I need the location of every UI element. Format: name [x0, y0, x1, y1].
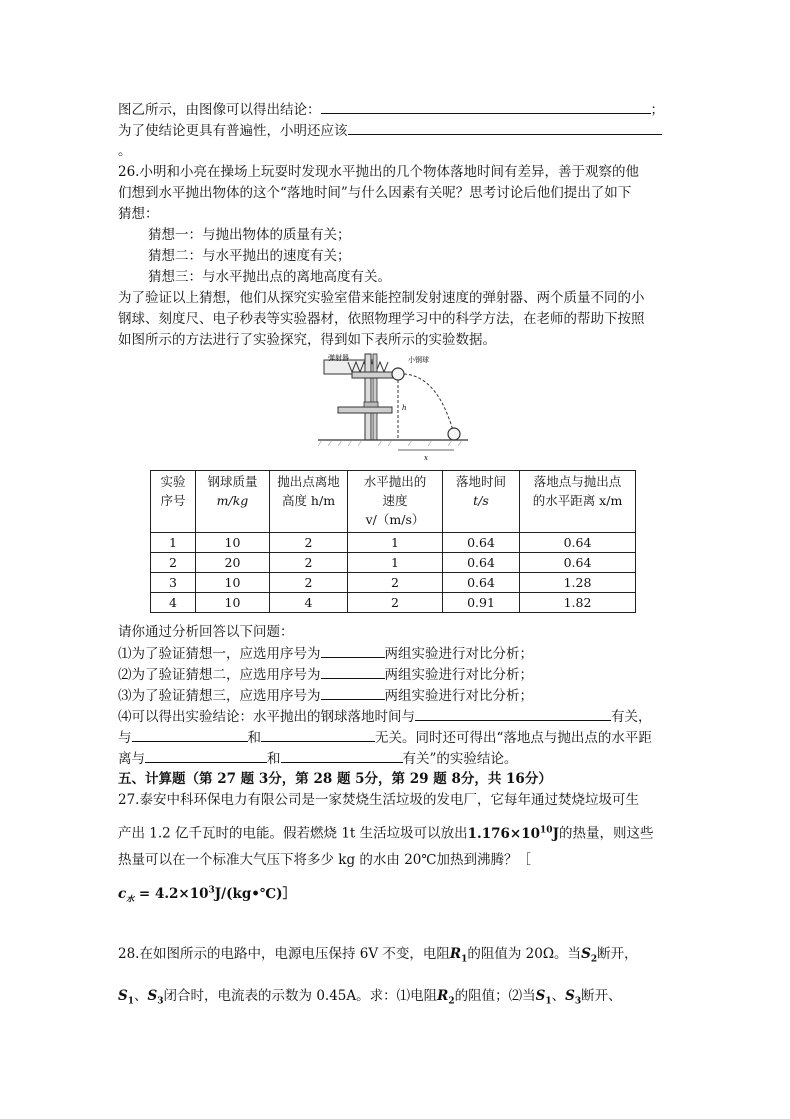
table-cell: 2 — [348, 573, 443, 593]
header-cell: 水平抛出的 速度 v/（m/s） — [348, 471, 443, 533]
table-header-row — [151, 471, 636, 533]
table-cell: 2 — [270, 533, 348, 553]
label-h: h — [402, 404, 407, 412]
answer-blank[interactable] — [261, 727, 375, 742]
steel-ball-landing — [448, 428, 460, 440]
q26-answer-3: ⑶为了验证猜想三，应选用序号为 两组实验进行对比分析； — [118, 685, 533, 706]
answer-blank[interactable] — [132, 727, 248, 742]
guess-2: 猜想二：与水平抛出的速度有关； — [148, 248, 351, 264]
table-row — [151, 593, 636, 613]
q25-line3: 。 — [118, 143, 132, 159]
ground-hatching — [318, 440, 462, 446]
q26-answer-1: ⑴为了验证猜想一，应选用序号为 两组实验进行对比分析； — [118, 643, 533, 664]
experiment-table — [150, 470, 636, 613]
table-cell: 0.64 — [443, 533, 520, 553]
guess-3: 猜想三：与水平抛出点的离地高度有关。 — [148, 269, 391, 285]
q26-prompt: 请你通过分析回答以下问题： — [118, 624, 294, 640]
answer-blank[interactable] — [348, 120, 662, 135]
q27-line1: 27.泰安中科环保电力有限公司是一家焚烧生活垃圾的发电厂，它每年通过焚烧垃圾可生 — [118, 792, 639, 808]
table-cell: 2 — [348, 593, 443, 613]
header-cell: 落地时间 t/s — [443, 471, 520, 533]
table-cell: 1 — [348, 533, 443, 553]
label-ball: 小钢球 — [408, 356, 429, 364]
table-row — [151, 573, 636, 593]
table-cell: 4 — [151, 593, 196, 613]
answer-blank[interactable] — [415, 706, 611, 721]
table-cell: 2 — [270, 573, 348, 593]
q26-answer-4-line3: 离与 和 有关”的实验结论。 — [118, 748, 517, 769]
q25-line1: 图乙所示，由图像可以得出结论： ； — [118, 99, 664, 120]
answer-blank[interactable] — [321, 685, 385, 700]
table-cell: 1 — [348, 553, 443, 573]
answer-blank[interactable] — [321, 664, 385, 679]
q26-answer-4-line2: 与 和 无关。同时还可得出“落地点与抛出点的水平距 — [118, 727, 652, 748]
table-row — [151, 553, 636, 573]
table-cell: 2 — [270, 553, 348, 573]
q26-intro-2: 们想到水平抛出物体的这个“落地时间”与什么因素有关呢？思考讨论后他们提出了如下 — [118, 185, 632, 201]
q26-answer-4-line1: ⑷可以得出实验结论：水平抛出的钢球落地时间与 有关， — [118, 706, 652, 727]
table-cell: 2 — [151, 553, 196, 573]
launcher-figure — [318, 352, 468, 462]
q26-intro-3: 猜想： — [118, 206, 159, 222]
table-row — [151, 533, 636, 553]
steel-ball-start — [392, 368, 404, 380]
label-x: x — [424, 454, 428, 462]
section-five-title: 五、计算题（第 27 题 3分，第 28 题 5分，第 29 题 8分，共 16分） — [118, 771, 552, 787]
q26-method-3: 如图所示的方法进行了实验探究，得到如下表所示的实验数据。 — [118, 332, 496, 348]
q26-intro-1: 26.小明和小亮在操场上玩耍时发现水平抛出的几个物体落地时间有差异，善于观察的他 — [118, 164, 639, 180]
answer-blank[interactable] — [321, 99, 651, 114]
table-cell: 4 — [270, 593, 348, 613]
header-cell: 抛出点离地 高度 h/m — [270, 471, 348, 533]
table-cell: 0.64 — [520, 533, 636, 553]
table-cell: 0.64 — [443, 573, 520, 593]
q26-method-1: 为了验证以上猜想，他们从探究实验室借来能控制发射速度的弹射器、两个质量不同的小 — [118, 290, 645, 306]
table-cell: 10 — [196, 573, 270, 593]
q27-line2: 产出 1.2 亿千瓦时的电能。假若燃烧 1t 生活垃圾可以放出$1.176\times 10^{10}J$的热量，则这些 — [118, 825, 654, 842]
header-cell: 钢球质量 m/kg — [196, 471, 270, 533]
table-cell: 1.82 — [520, 593, 636, 613]
header-cell: 落地点与抛出点 的水平距离 x/m — [520, 471, 636, 533]
table-cell: 1.28 — [520, 573, 636, 593]
table-cell: 1 — [151, 533, 196, 553]
guess-1: 猜想一：与抛出物体的质量有关； — [148, 227, 351, 243]
q25-line2: 为了使结论更具有普遍性，小明还应该 — [118, 120, 662, 141]
q28-line2: $S_1$、$S_3$闭合时，电流表的示数为 0.45A。求：⑴电阻$R_2$的阻值；⑵当$S_1$、$S_3$断开、 — [118, 988, 622, 1007]
header-cell: 实验 序号 — [151, 471, 196, 533]
table-cell: 0.64 — [520, 553, 636, 573]
answer-blank[interactable] — [321, 643, 385, 658]
q27-line4: $c_水$ = $4.2\times 10^3J/(kg•℃)]$ — [118, 885, 296, 904]
answer-blank[interactable] — [281, 748, 403, 763]
q26-answer-2: ⑵为了验证猜想二，应选用序号为 两组实验进行对比分析； — [118, 664, 533, 685]
q26-method-2: 钢球、刻度尺、电子秒表等实验器材，依照物理学习中的科学方法，在老师的帮助下按照 — [118, 311, 645, 327]
table-cell: 0.64 — [443, 553, 520, 573]
table-cell: 0.91 — [443, 593, 520, 613]
table-cell: 3 — [151, 573, 196, 593]
table-cell: 10 — [196, 593, 270, 613]
table-cell: 10 — [196, 533, 270, 553]
q28-line1: 28.在如图所示的电路中，电源电压保持 6V 不变，电阻$R_1$的阻值为 20Ω。当$S_2$断开， — [118, 946, 638, 965]
table-cell: 20 — [196, 553, 270, 573]
label-launcher: 弹射器 — [328, 354, 349, 362]
answer-blank[interactable] — [145, 748, 267, 763]
launcher-apparatus — [324, 354, 396, 440]
q27-line3: 热量可以在一个标准大气压下将多少 kg 的水由 20℃加热到沸腾？［ — [118, 852, 531, 868]
trajectory — [404, 374, 454, 434]
